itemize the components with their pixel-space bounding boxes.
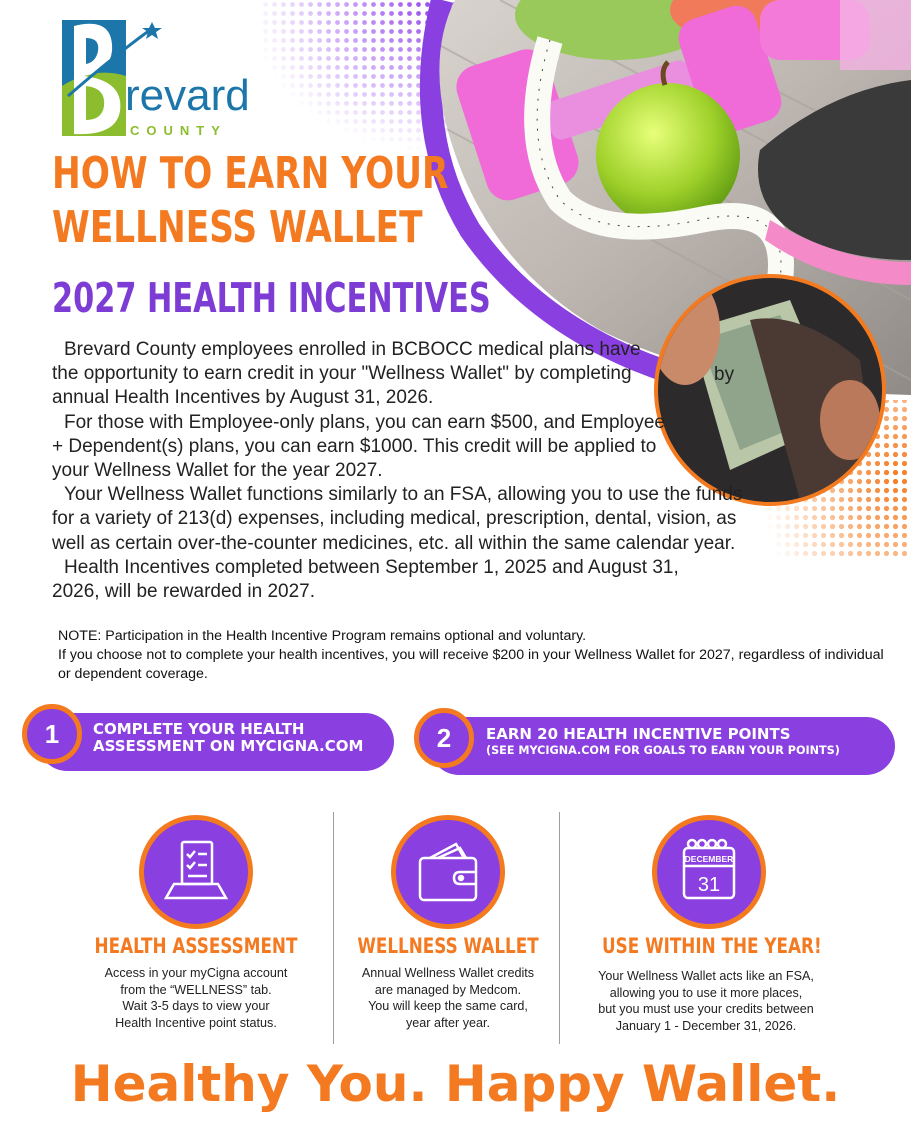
column-title-health-assessment: HEALTH ASSESSMENT [94, 934, 298, 958]
body-line: January 1 - December 31, 2026. [615, 1018, 797, 1033]
intro-paragraph-4: Health Incentives completed between September 1, 2025 and August 31, 2026, will be rewarded in 2027. [52, 556, 679, 603]
calendar-icon [657, 820, 761, 924]
intro-text [52, 338, 752, 604]
column-title-wellness-wallet: WELLNESS WALLET [357, 934, 539, 958]
body-line: Your Wellness Wallet acts like an FSA, [598, 969, 814, 983]
laptop-checklist-icon [144, 820, 248, 924]
note-line-2: If you choose not to complete your health incentives, you will receive $200 in your Wellness Wallet for 2027, regardless of individual or dependent coverage. [58, 647, 884, 682]
stray-by-text: by [714, 364, 735, 385]
column-body-use-within-year [566, 968, 846, 1034]
calendar-icon-badge [652, 815, 766, 929]
body-line: are managed by Medcom. [374, 982, 522, 997]
logo-county-text: COUNTY [130, 123, 227, 138]
step-2-line-2: (SEE MYCIGNA.COM FOR GOALS TO EARN YOUR POINTS) [486, 744, 840, 758]
page-subtitle: 2027 HEALTH INCENTIVES [52, 274, 491, 322]
step-1-line-2: ASSESSMENT ON MYCIGNA.COM [93, 737, 364, 756]
calendar-month: DECEMBER [684, 854, 734, 864]
calendar-day: 31 [697, 874, 721, 896]
body-line: Annual Wellness Wallet credits [361, 966, 535, 980]
step-1-line-1: COMPLETE YOUR HEALTH [93, 720, 305, 738]
body-line: year after year. [406, 1015, 490, 1030]
column-body-wellness-wallet [308, 965, 588, 1031]
wallet-icon [396, 820, 500, 924]
body-line: from the “WELLNESS” tab. [120, 982, 272, 997]
step-2-line-1: EARN 20 HEALTH INCENTIVE POINTS [486, 725, 791, 743]
wellness-wallet-icon-badge [391, 815, 505, 929]
health-assessment-icon-badge [139, 815, 253, 929]
column-title-use-within-year: USE WITHIN THE YEAR! [602, 934, 822, 958]
body-line: Wait 3-5 days to view your [122, 999, 270, 1013]
intro-paragraph-3: Your Wellness Wallet functions similarly to an FSA, allowing you to use the funds for a variety of 213(d) expenses, including medical, prescription, dental, vision, as well as certain over-the-counter medicines, etc. all within the same calendar year. [52, 484, 743, 554]
note-line-1: NOTE: Participation in the Health Incentive Program remains optional and voluntary. [58, 628, 587, 644]
body-line: allowing you to use it more places, [609, 985, 803, 1000]
body-line: You will keep the same card, [368, 999, 528, 1013]
body-line: Access in your myCigna account [104, 966, 288, 980]
tagline: Healthy You. Happy Wallet. [70, 1055, 841, 1113]
step-2-text [486, 726, 840, 758]
body-line: Health Incentive point status. [115, 1015, 277, 1030]
page-title-line-2: WELLNESS WALLET [52, 202, 423, 253]
logo-wordmark: revard [125, 71, 250, 120]
step-2-number: 2 [414, 708, 474, 768]
step-1-text [93, 721, 363, 756]
page-title-line-1: HOW TO EARN YOUR [52, 148, 449, 199]
column-body-health-assessment [56, 965, 336, 1031]
intro-paragraph-2: For those with Employee-only plans, you can earn $500, and Employee + Dependent(s) plans, you can earn $1000. This credit will be applied to your Wellness Wallet for the year 2027. [52, 411, 665, 482]
step-1-number: 1 [22, 704, 82, 764]
body-line: but you must use your credits between [598, 1002, 814, 1016]
intro-paragraph-1: Brevard County employees enrolled in BCBOCC medical plans have the opportunity to earn credit in your "Wellness Wallet" by completing annual Health Incentives by August 31, 2026. [52, 339, 641, 409]
participation-note [58, 627, 888, 684]
